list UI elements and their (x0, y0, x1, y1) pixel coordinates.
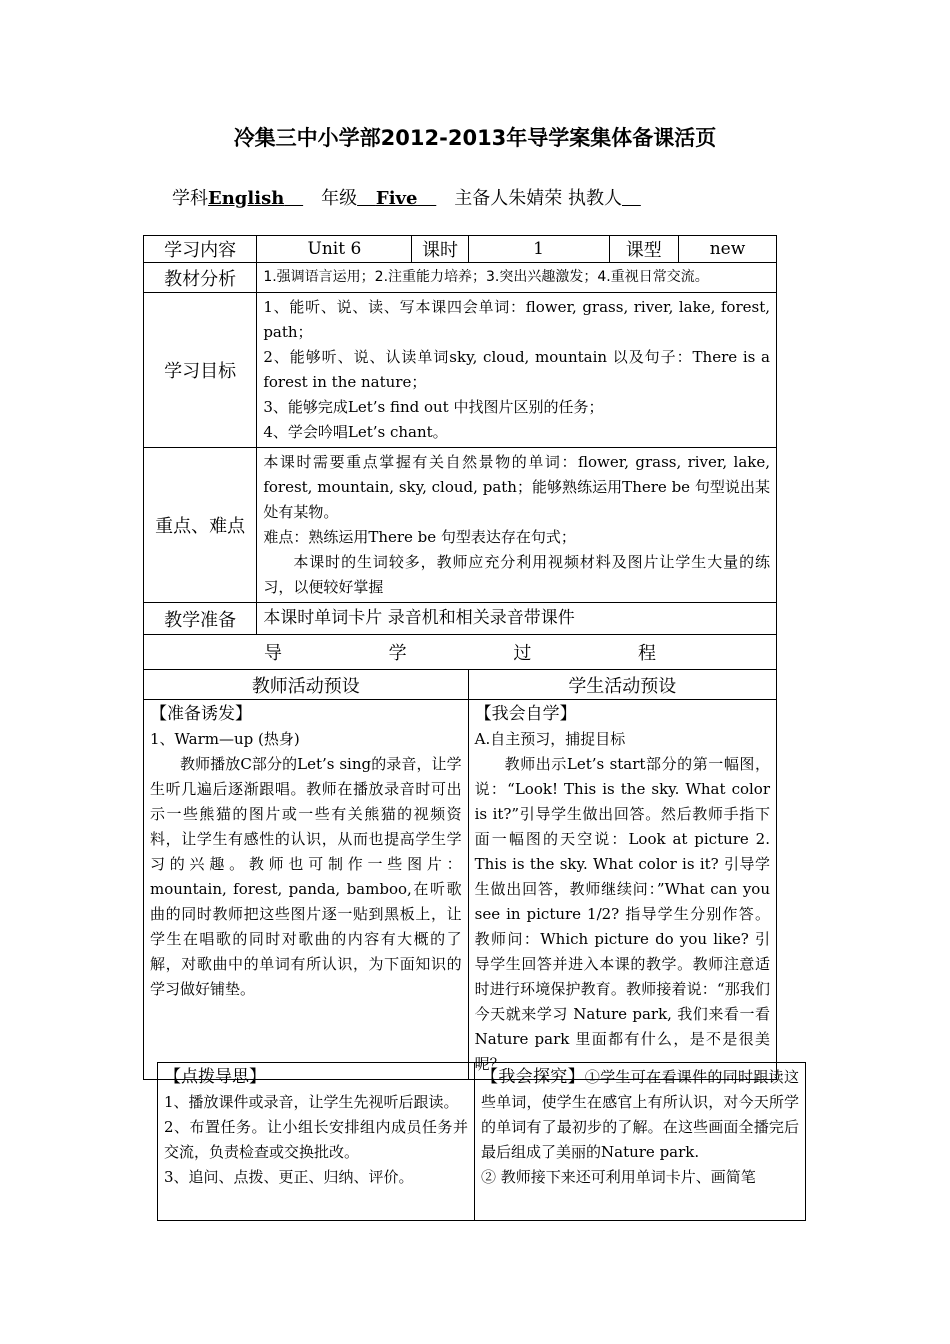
teacher-activity (144, 700, 469, 1080)
guidance-teacher (158, 1063, 475, 1221)
header-line (172, 184, 641, 210)
explore-head: 【我会探究】 (481, 1067, 585, 1087)
grade-value: Five (375, 188, 418, 209)
guide-char: 过 (513, 643, 532, 664)
student-column-head: 学生活动预设 (468, 670, 776, 700)
activity-row (144, 700, 777, 1080)
teacher-label: 执教人 (568, 188, 622, 209)
guidance-row (158, 1063, 806, 1221)
column-head-row (144, 670, 777, 700)
analysis-label: 教材分析 (144, 263, 257, 293)
guidance-head: 【点拨导思】 (164, 1067, 266, 1087)
difficulty: 难点：熟练运用There be 句型表达存在句式； (263, 528, 576, 546)
grade-label: 年级 (321, 188, 358, 209)
key-points-label: 重点、难点 (144, 448, 257, 603)
page-title: 冷集三中小学部2012-2013年导学案集体备课活页 (233, 126, 717, 150)
goal-item: 3、能够完成Let’s find out 中找图片区别的任务； (263, 398, 604, 416)
explore-p2: ② 教师接下来还可利用单词卡片、画简笔 (481, 1168, 756, 1186)
student-section-head: 【我会自学】 (474, 704, 577, 724)
guidance-student (475, 1063, 806, 1221)
explore-text (481, 1065, 799, 1165)
period-label: 课时 (412, 236, 468, 263)
teacher-value (622, 188, 641, 209)
content-label: 学习内容 (144, 236, 257, 263)
prep-value: 本课时单词卡片 录音机和相关录音带课件 (257, 603, 777, 635)
key-points (257, 448, 777, 603)
teacher-item: 1、Warm—up (热身) (150, 730, 300, 748)
teacher-column-head: 教师活动预设 (144, 670, 469, 700)
key-note: 本课时的生词较多，教师应充分利用视频材料及图片让学生大量的练习，以便较好掌握 (263, 553, 770, 596)
guidance-table (157, 1062, 806, 1221)
goals-row (144, 293, 777, 448)
type-value: new (678, 236, 776, 263)
teacher-body: 教师播放C部分的Let’s sing的录音，让学生听几遍后逐渐跟唱。教师在播放录音时可出示一些熊猫的图片或一些有关熊猫的视频资料，让学生有感性的认识，从而也提高学生学习的兴趣。教师也可制作一些图片：mountain, forest, panda, bamboo,在听歌曲的同时教师把这些图片逐一贴到黑板上，让学生在唱歌的同时对歌曲的内容有大概的了解，对歌曲中的单词有所认识，为下面知识的学习做好铺垫。 (150, 755, 462, 998)
analysis-row (144, 263, 777, 293)
guidance-item: 1、播放课件或录音，让学生先视听后跟读。 (164, 1093, 459, 1111)
guide-row (144, 635, 777, 670)
lesson-plan-table (143, 235, 777, 1080)
guide-process (144, 635, 777, 670)
guidance-item: 3、追问、点拨、更正、归纳、评价。 (164, 1168, 414, 1186)
goal-item: 2、能够听、说、认读单词sky, cloud, mountain 以及句子：There is a forest in the nature； (263, 348, 770, 391)
goal-item: 4、学会吟唱Let’s chant。 (263, 423, 448, 441)
analysis-value: 1.强调语言运用；2.注重能力培养；3.突出兴趣激发；4.重视日常交流。 (257, 263, 777, 293)
guide-char: 导 (264, 643, 282, 664)
period-value: 1 (468, 236, 609, 263)
goals-list (257, 293, 777, 448)
student-body: 教师出示Let’s start部分的第一幅图，说：“Look! This is the sky. What color is it?”引导学生做出回答。然后教师手指下面一幅图的天空说：Look at picture 2. This is the sky. What color is it? 引导学生做出回答，教师继续问：”What can you see in picture 1/2? 指导学生分别作答。教师问：Which picture do you like? 引导学生回答并进入本课的教学。教师注意适时进行环境保护教育。教师接着说：“那我们今天就来学习 Nature park, 我们来看一看Nature park 里面都有什么，是不是很美呢？ (474, 755, 770, 1073)
key-point: 本课时需要重点掌握有关自然景物的单词：flower, grass, river, lake, forest, mountain, sky, cloud, path；能够熟练运用There be 句型说出某处有某物。 (263, 453, 770, 521)
goals-label: 学习目标 (144, 293, 257, 448)
key-points-row (144, 448, 777, 603)
guidance-item: 2、布置任务。让小组长安排组内成员任务并交流，负责检查或交换批改。 (164, 1118, 468, 1161)
content-row (144, 236, 777, 263)
explore-p1: ①学生可在看课件的同时跟读这些单词，使学生在感官上有所认识，对今天所学的单词有了最初步的了解。在这些画面全播完后最后组成了美丽的Nature park. (481, 1068, 799, 1161)
prep-label: 教学准备 (144, 603, 257, 635)
content-value: Unit 6 (257, 236, 412, 263)
teacher-section-head: 【准备诱发】 (150, 704, 252, 724)
subject-value: English (208, 188, 285, 209)
goal-item: 1、能听、说、读、写本课四会单词：flower, grass, river, lake, forest, path； (263, 298, 770, 341)
preparer: 主备人朱婧荣 (454, 188, 563, 209)
guide-char: 程 (637, 643, 656, 664)
guide-char: 学 (388, 643, 407, 664)
student-activity (468, 700, 776, 1080)
student-item: A.自主预习，捕捉目标 (474, 730, 626, 748)
subject-label: 学科 (172, 188, 208, 209)
prep-row (144, 603, 777, 635)
type-label: 课型 (609, 236, 678, 263)
